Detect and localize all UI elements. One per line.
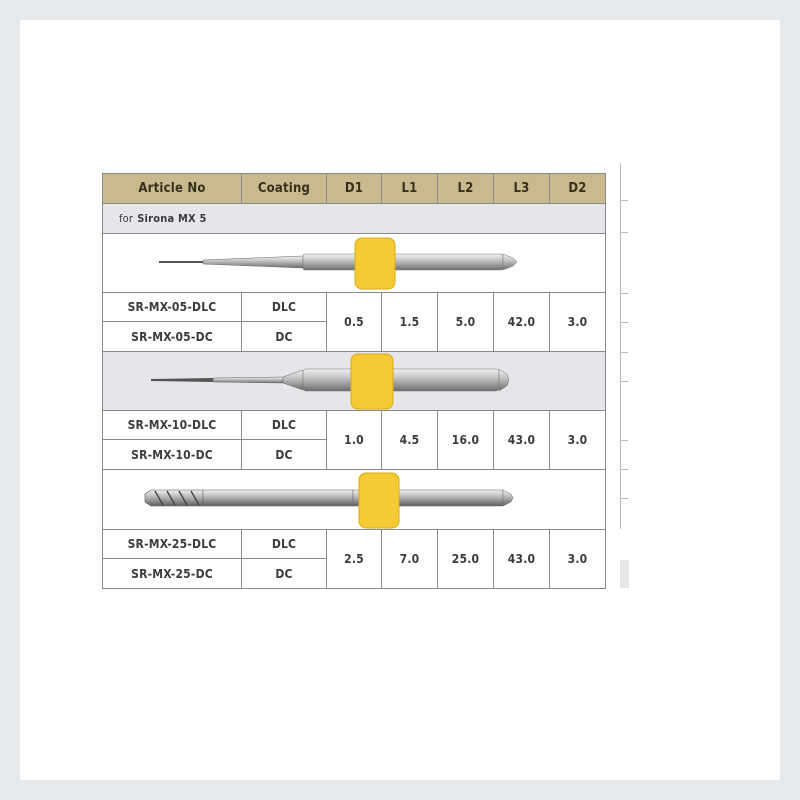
l2-cell: 25.0 (438, 530, 494, 589)
coating-cell: DC (242, 440, 327, 470)
coating-cell: DLC (242, 293, 327, 322)
neighbor-table-tick (620, 381, 628, 382)
d1-cell: 2.5 (327, 530, 382, 589)
neighbor-table-tick (620, 293, 628, 294)
article-cell: SR-MX-25-DC (103, 559, 242, 589)
section-prefix: for (119, 212, 134, 225)
l1-cell: 1.5 (382, 293, 438, 352)
neighbor-table-edge (620, 163, 621, 529)
header-l1: L1 (382, 173, 438, 204)
article-cell: SR-MX-05-DLC (103, 293, 242, 322)
l1-cell: 4.5 (382, 411, 438, 470)
header-article-no: Article No (103, 173, 242, 204)
d2-cell: 3.0 (550, 530, 606, 589)
article-cell: SR-MX-10-DC (103, 440, 242, 470)
header-l2: L2 (438, 173, 494, 204)
product-image-row (103, 470, 606, 530)
product-image-row (103, 352, 606, 411)
header-d2: D2 (550, 173, 606, 204)
milling-bur-1.0-icon (103, 352, 606, 411)
l2-cell: 5.0 (438, 293, 494, 352)
milling-bur-2.5-icon (103, 470, 606, 530)
header-coating: Coating (242, 173, 327, 204)
product-image-row (103, 234, 606, 293)
milling-bur-0.5-icon (103, 234, 606, 293)
d2-cell: 3.0 (550, 293, 606, 352)
neighbor-table-tick (620, 498, 628, 499)
neighbor-table-shade (620, 560, 629, 588)
header-l3: L3 (494, 173, 550, 204)
neighbor-table-tick (620, 469, 628, 470)
product-table (102, 173, 606, 589)
neighbor-table-tick (620, 322, 628, 323)
header-d1: D1 (327, 173, 382, 204)
d2-cell: 3.0 (550, 411, 606, 470)
coating-cell: DLC (242, 530, 327, 559)
section-name: Sirona MX 5 (137, 212, 207, 225)
l3-cell: 43.0 (494, 411, 550, 470)
neighbor-table-tick (620, 200, 628, 201)
coating-cell: DLC (242, 411, 327, 440)
l2-cell: 16.0 (438, 411, 494, 470)
d1-cell: 1.0 (327, 411, 382, 470)
article-cell: SR-MX-05-DC (103, 322, 242, 352)
article-cell: SR-MX-25-DLC (103, 530, 242, 559)
coating-cell: DC (242, 559, 327, 589)
l3-cell: 42.0 (494, 293, 550, 352)
article-cell: SR-MX-10-DLC (103, 411, 242, 440)
d1-cell: 0.5 (327, 293, 382, 352)
l3-cell: 43.0 (494, 530, 550, 589)
coating-cell: DC (242, 322, 327, 352)
l1-cell: 7.0 (382, 530, 438, 589)
neighbor-table-tick (620, 232, 628, 233)
neighbor-table-tick (620, 352, 628, 353)
section-title (103, 204, 606, 234)
neighbor-table-tick (620, 440, 628, 441)
